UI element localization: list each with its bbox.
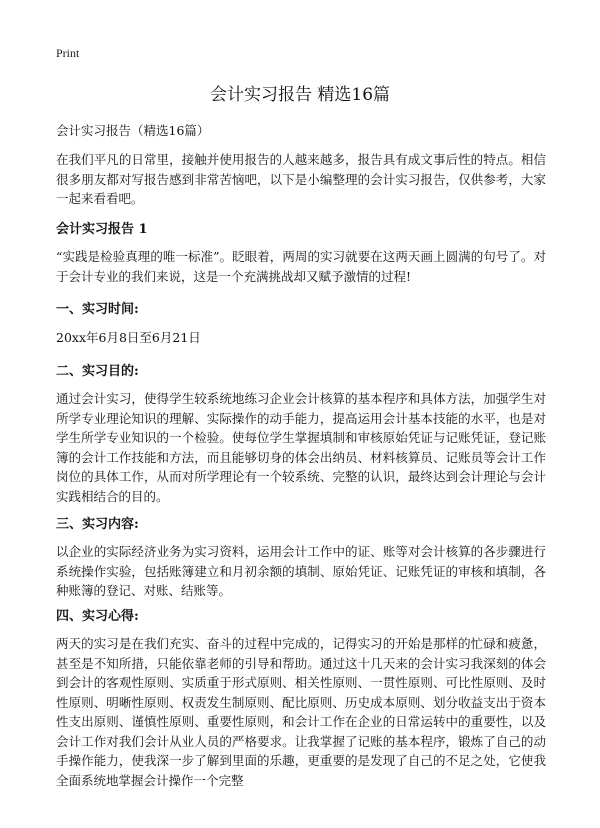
section-1-text: 20xx年6月8日至6月21日 [56, 330, 201, 345]
report-1-heading: 会计实习报告 1 [56, 222, 148, 237]
section-2-text: 通过会计实习，使得学生较系统地练习企业会计核算的基本程序和具体方法，加强学生对所学专业理论知识的理解、实际操作的动手能力，提高运用会计基本技能的水平，也是对学生所学专业知识的一个检验。使每位学生掌握填制和审核原始凭证与记账凭证，登记账簿的会计工作技能和方法，而且能够切身的体会出纳员、材料核算员、记账员等会计工作岗位的具体工作，从而对所学理论有一个较系统、完整的认识，最终达到会计理论与会计实践相结合的目的。 [56, 391, 546, 504]
section-3-heading: 三、实习内容: [56, 517, 139, 532]
section-3-text: 以企业的实际经济业务为实习资料，运用会计工作中的证、账等对会计核算的各步骤进行系统操作实验，包括账簿建立和月初余额的填制、原始凭证、记账凭证的审核和填制，各种账簿的登记、对账、结账等。 [56, 544, 546, 598]
page-title: 会计实习报告 精选16篇 [209, 85, 391, 105]
subtitle: 会计实习报告（精选16篇） [56, 123, 210, 138]
report-1-opening: “实践是检验真理的唯一标准”。眨眼着，两周的实习就要在这两天画上圆满的句号了。对于会计专业的我们来说，这是一个充满挑战却又赋予激情的过程! [56, 249, 546, 284]
section-1-heading: 一、实习时间: [56, 302, 139, 317]
print-link[interactable]: Print [56, 46, 80, 60]
intro-paragraph: 在我们平凡的日常里，接触并使用报告的人越来越多，报告具有成文事后性的特点。相信很多朋友都对写报告感到非常苦恼吧，以下是小编整理的会计实习报告，仅供参考，大家一起来看看吧。 [56, 152, 546, 206]
section-4-text: 两天的实习是在我们充实、奋斗的过程中完成的，记得实习的开始是那样的忙碌和疲惫，甚至是不知所措，只能依靠老师的引导和帮助。通过这十几天来的会计实习我深刻的体会到会计的客观性原则、实质重于形式原则、相关性原则、一贯性原则、可比性原则、及时性原则、明晰性原则、权责发生制原则、配比原则、历史成本原则、划分收益支出于资本性支出原则、谨慎性原则、重要性原则，和会计工作在企业的日常运转中的重要性，以及会计工作对我们会计从业人员的严格要求。让我掌握了记账的基本程序，锻炼了自己的动手操作能力，使我深一步了解到里面的乐趣，更重要的是发现了自己的不足之处，它使我全面系统地掌握会计操作一个完整 [56, 636, 546, 788]
section-4-heading: 四、实习心得: [56, 609, 139, 624]
section-2-heading: 二、实习目的: [56, 364, 139, 379]
